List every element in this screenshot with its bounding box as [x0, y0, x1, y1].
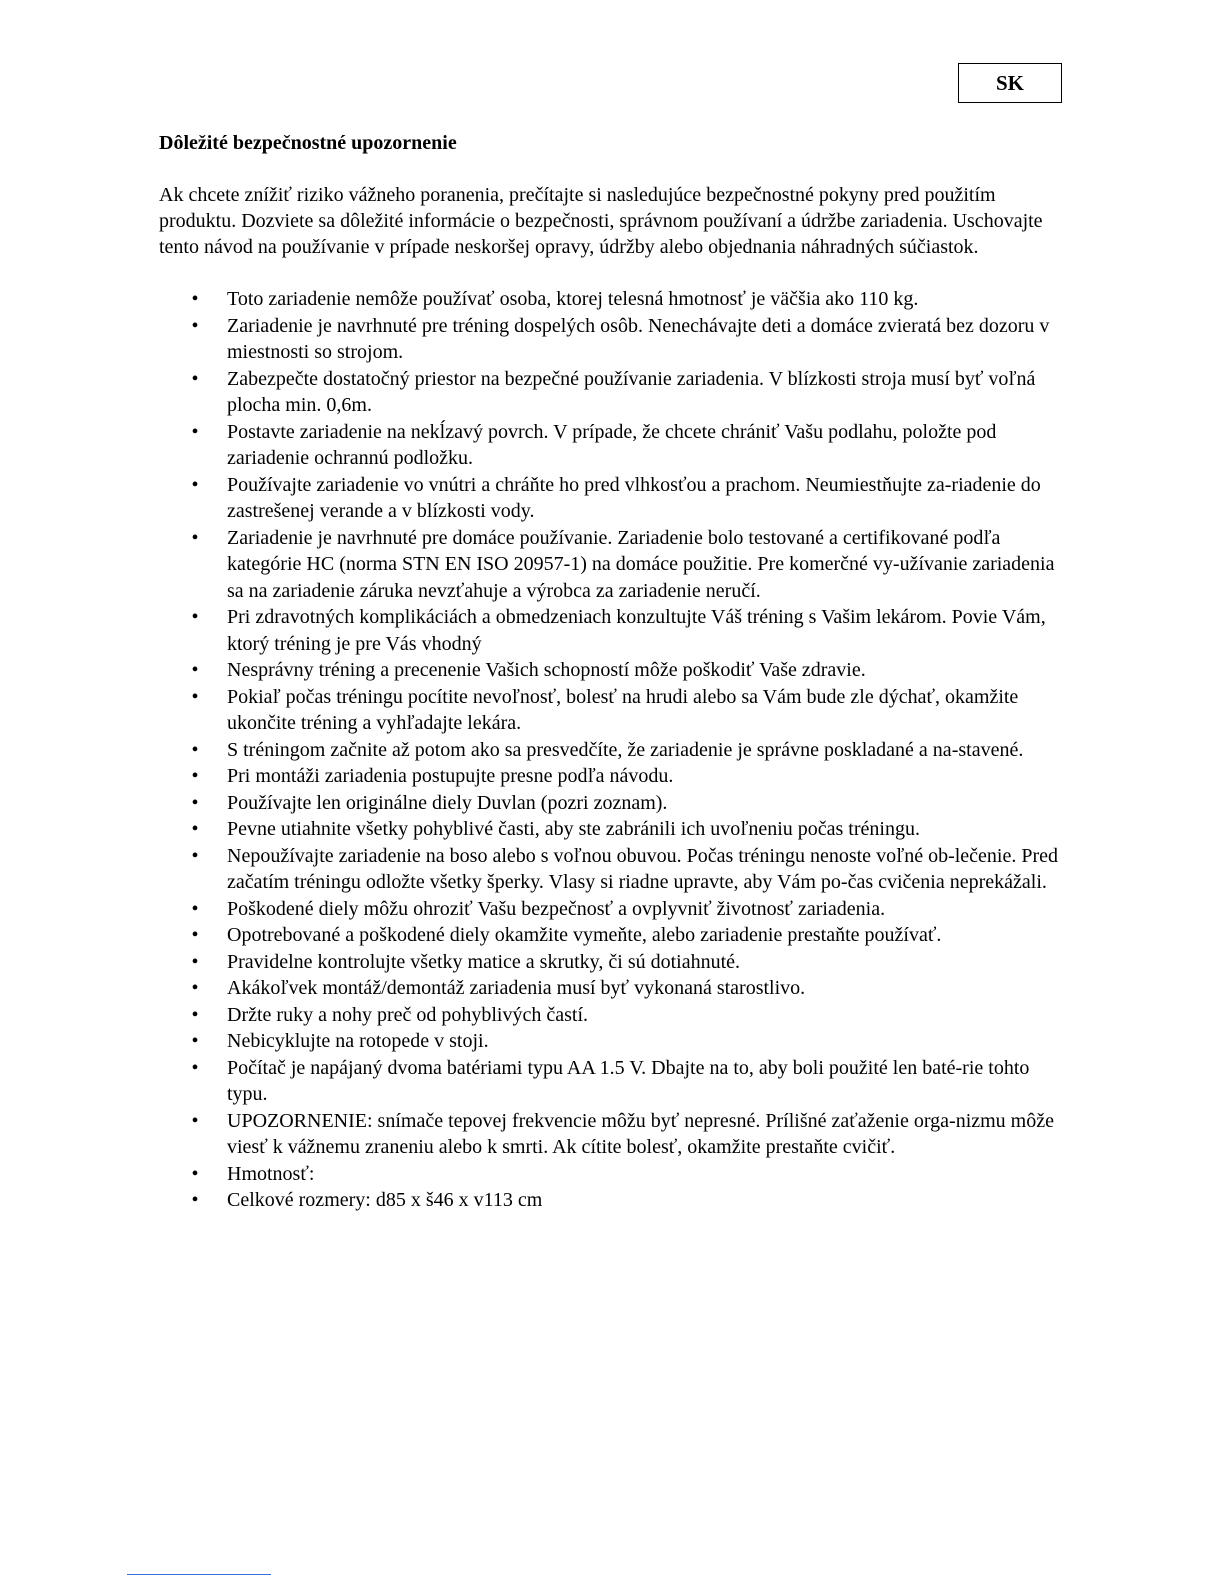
list-item-text: Akákoľvek montáž/demontáž zariadenia musí byť vykonaná starostlivo.	[227, 977, 806, 999]
bullet-icon: •	[191, 314, 199, 337]
list-item-text: Pri montáži zariadenia postupujte presne podľa návodu.	[227, 765, 674, 787]
list-item	[159, 1028, 1059, 1055]
bullet-icon: •	[191, 818, 199, 840]
list-item	[159, 684, 1059, 737]
bullet-icon: •	[191, 288, 199, 310]
list-item-text: Počítač je napájaný dvoma batériami typu AA 1.5 V. Dbajte na to, aby boli použité len baté-rie tohto typu.	[227, 1056, 1030, 1105]
list-item-text: Pevne utiahnite všetky pohyblivé časti, aby ste zabránili ich uvoľneniu počas tréningu.	[227, 818, 920, 840]
list-item-text: Pokiaľ počas tréningu pocítite nevoľnosť, bolesť na hrudi alebo sa Vám bude zle dýchať, okamžite ukončite tréning a vyhľadajte lekára.	[227, 685, 1019, 734]
list-item	[159, 843, 1059, 896]
bullet-icon: •	[191, 1030, 199, 1052]
bullet-icon: •	[191, 659, 199, 681]
language-badge	[958, 63, 1062, 103]
list-item	[159, 419, 1059, 472]
list-item	[159, 472, 1059, 525]
bullet-icon: •	[191, 473, 199, 496]
list-item-text: Používajte zariadenie vo vnútri a chráňte ho pred vlhkosťou a prachom. Neumiestňujte za-riadenie do zastrešenej verande a v blízkosti vody.	[227, 473, 1041, 522]
list-item	[159, 790, 1059, 817]
list-item-text: Používajte len originálne diely Duvlan (pozri zoznam).	[227, 791, 668, 814]
page-title: Dôležité bezpečnostné upozornenie	[159, 132, 457, 154]
bullet-icon: •	[191, 791, 199, 814]
list-item-text: Nebicyklujte na rotopede v stoji.	[227, 1030, 489, 1052]
safety-notice	[159, 130, 1059, 1214]
bullet-icon: •	[191, 1189, 199, 1211]
bullet-icon: •	[191, 685, 199, 708]
list-item	[159, 737, 1059, 764]
list-item-text: Pri zdravotných komplikáciách a obmedzeniach konzultujte Váš tréning s Vašim lekárom. Povie Vám, ktorý tréning je pre Vás vhodný	[227, 606, 1046, 655]
bullet-icon: •	[191, 765, 199, 787]
list-item	[159, 922, 1059, 949]
list-item	[159, 896, 1059, 923]
list-item-text: Opotrebované a poškodené diely okamžite vymeňte, alebo zariadenie prestaňte používať.	[227, 924, 942, 946]
list-item	[159, 763, 1059, 790]
list-item	[159, 604, 1059, 657]
list-item-text: Toto zariadenie nemôže používať osoba, ktorej telesná hmotnosť je väčšia ako 110 kg.	[227, 288, 919, 310]
bullet-icon: •	[191, 420, 199, 443]
list-item-text: Postavte zariadenie na nekĺzavý povrch. V prípade, že chcete chrániť Vašu podlahu, položte pod zariadenie ochrannú podložku.	[227, 420, 997, 469]
list-item-text: Poškodené diely môžu ohroziť Vašu bezpečnosť a ovplyvniť životnosť zariadenia.	[227, 897, 886, 920]
list-item	[159, 816, 1059, 843]
bullet-icon: •	[191, 367, 199, 390]
list-item-text: Hmotnosť:	[227, 1162, 315, 1185]
list-item	[159, 949, 1059, 976]
list-item	[159, 657, 1059, 684]
list-item	[159, 1108, 1059, 1161]
language-label: SK	[995, 70, 1024, 95]
bullet-icon: •	[191, 738, 199, 761]
list-item-text: Celkové rozmery: d85 x š46 x v113 cm	[227, 1189, 543, 1211]
list-item	[159, 1002, 1059, 1029]
list-item-text: Nesprávny tréning a precenenie Vašich schopností môže poškodiť Vaše zdravie.	[227, 659, 866, 681]
bullet-icon: •	[191, 924, 199, 946]
list-item-text: Pravidelne kontrolujte všetky matice a skrutky, či sú dotiahnuté.	[227, 950, 741, 973]
list-item-text: Držte ruky a nohy preč od pohyblivých častí.	[227, 1003, 589, 1026]
bullet-icon: •	[191, 1003, 199, 1026]
list-item	[159, 1161, 1059, 1188]
list-item	[159, 366, 1059, 419]
bullet-icon: •	[191, 897, 199, 920]
list-item	[159, 1055, 1059, 1108]
list-item	[159, 1187, 1059, 1214]
list-item-text: Zariadenie je navrhnuté pre domáce používanie. Zariadenie bolo testované a certifikované podľa kategórie HC (norma STN EN ISO 20957-1) na domáce použitie. Pre komerčné vy-užívanie zariadenia sa na zariadenie záruka nevzťahuje a výrobca za zariadenie neručí.	[227, 526, 1055, 602]
bullet-icon: •	[191, 950, 199, 973]
bullet-icon: •	[191, 1162, 199, 1185]
list-item	[159, 286, 1059, 313]
bullet-icon: •	[191, 1056, 199, 1079]
list-item-text: Zariadenie je navrhnuté pre tréning dospelých osôb. Nenechávajte deti a domáce zvieratá bez dozoru v miestnosti so strojom.	[227, 314, 1050, 363]
bullet-icon: •	[191, 977, 199, 999]
list-item-text: UPOZORNENIE: snímače tepovej frekvencie môžu byť nepresné. Prílišné zaťaženie orga-nizmu môže viesť k vážnemu zraneniu alebo k smrti. Ak cítite bolesť, okamžite prestaňte cvičiť.	[227, 1109, 1054, 1158]
list-item-text: Nepoužívajte zariadenie na boso alebo s voľnou obuvou. Počas tréningu nenoste voľné ob-lečenie. Pred začatím tréningu odložte všetky šperky. Vlasy si riadne upravte, aby Vám po-čas cvičenia neprekážali.	[227, 844, 1059, 893]
bullet-icon: •	[191, 526, 199, 549]
list-item	[159, 313, 1059, 366]
list-item-text: Zabezpečte dostatočný priestor na bezpečné používanie zariadenia. V blízkosti stroja musí byť voľná plocha min. 0,6m.	[227, 367, 1036, 416]
bullet-icon: •	[191, 844, 199, 867]
list-item	[159, 975, 1059, 1002]
safety-list	[159, 286, 1059, 1214]
list-item-text: S tréningom začnite až potom ako sa presvedčíte, že zariadenie je správne poskladané a na-stavené.	[227, 738, 1024, 761]
footnote-separator	[127, 1574, 271, 1575]
list-item	[159, 525, 1059, 605]
intro-paragraph: Ak chcete znížiť riziko vážneho poranenia, prečítajte si nasledujúce bezpečnostné pokyny pred použitím produktu. Dozviete sa dôležité informácie o bezpečnosti, správnom používaní a údržbe zariadenia. Uschovajte tento návod na používanie v prípade neskoršej opravy, údržby alebo objednania náhradných súčiastok.	[159, 184, 1043, 258]
bullet-icon: •	[191, 1109, 199, 1132]
bullet-icon: •	[191, 606, 199, 628]
